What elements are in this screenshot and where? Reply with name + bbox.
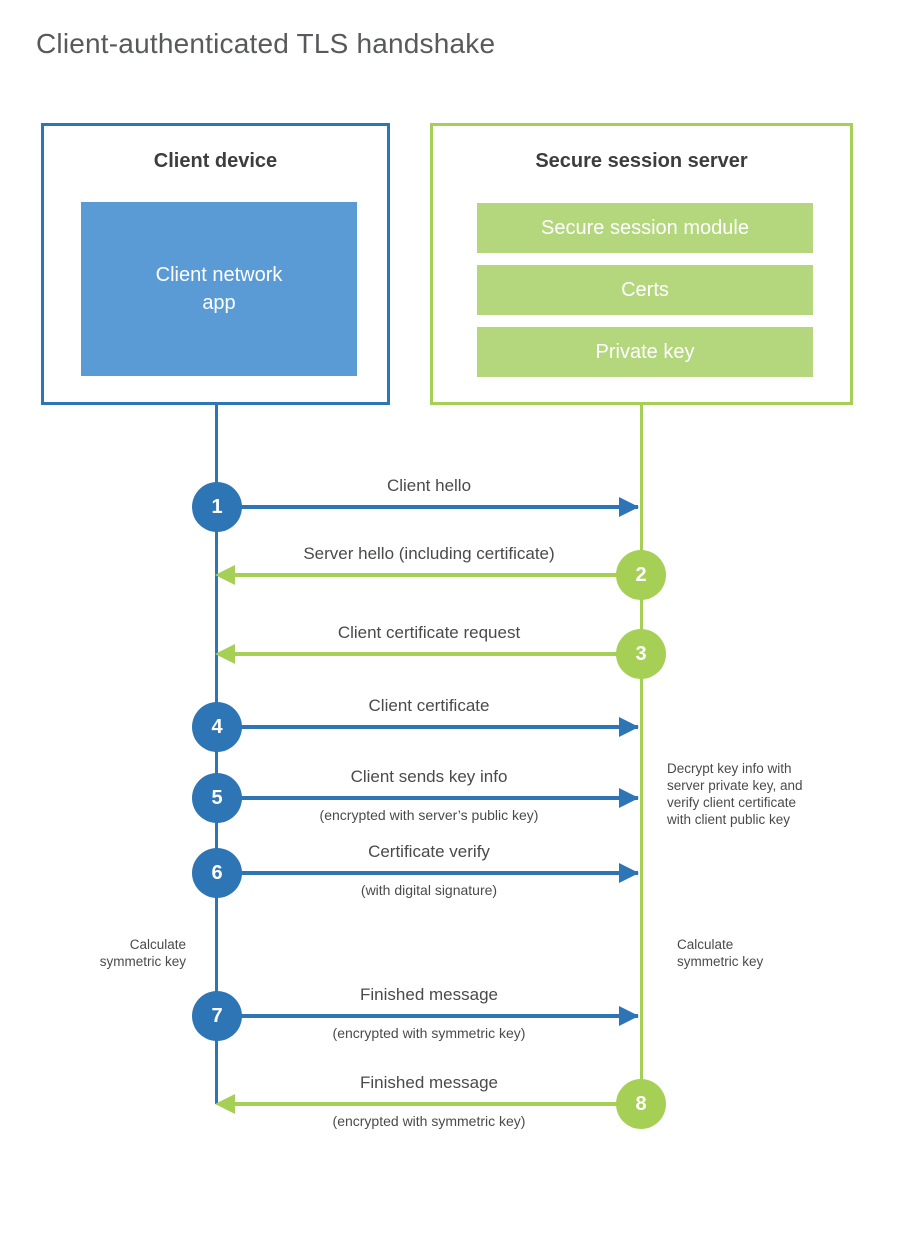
arrow-line xyxy=(220,573,641,577)
step-circle xyxy=(192,773,242,823)
arrowhead-left-icon xyxy=(215,1094,235,1114)
note-line: server private key, and xyxy=(667,778,803,793)
step-circle xyxy=(192,991,242,1041)
step-number: 3 xyxy=(635,642,647,665)
app-label-line: Client network xyxy=(155,264,283,286)
note-line: Calculate xyxy=(677,937,734,952)
message-label: Client sends key info xyxy=(350,767,508,786)
step-circle xyxy=(616,629,666,679)
arrowhead-right-icon xyxy=(619,497,639,517)
step-number: 8 xyxy=(635,1092,647,1115)
message-sublabel: (encrypted with symmetric key) xyxy=(332,1113,526,1129)
arrow-line xyxy=(217,796,638,800)
client-network-app-rect xyxy=(81,202,357,376)
message-label: Client certificate xyxy=(368,696,490,715)
server-module-bar: Private key xyxy=(477,327,813,377)
arrow-line xyxy=(220,1102,641,1106)
server-module-bar: Secure session module xyxy=(477,203,813,253)
arrowhead-right-icon xyxy=(619,717,639,737)
note-line: Calculate xyxy=(129,937,186,952)
calc-symmetric-left-note xyxy=(60,936,186,970)
server-module-bar: Certs xyxy=(477,265,813,315)
step-circle xyxy=(192,702,242,752)
arrowhead-left-icon xyxy=(215,644,235,664)
decrypt-note xyxy=(667,760,832,828)
step-circle xyxy=(192,482,242,532)
arrowhead-right-icon xyxy=(619,1006,639,1026)
note-line: symmetric key xyxy=(677,954,764,969)
arrow-line xyxy=(220,652,641,656)
step-number: 7 xyxy=(211,1004,223,1027)
note-line: with client public key xyxy=(667,812,791,827)
message-sublabel: (encrypted with symmetric key) xyxy=(332,1025,526,1041)
message-label: Client certificate request xyxy=(337,623,521,642)
server-box xyxy=(430,123,853,405)
arrowhead-left-icon xyxy=(215,565,235,585)
step-circle xyxy=(616,550,666,600)
arrow-line xyxy=(217,725,638,729)
message-label: Certificate verify xyxy=(368,842,490,861)
arrow-line xyxy=(217,871,638,875)
step-number: 5 xyxy=(211,786,223,809)
message-label: Client hello xyxy=(386,476,472,495)
step-number: 2 xyxy=(635,563,647,586)
arrow-line xyxy=(217,505,638,509)
client-device-box xyxy=(41,123,390,405)
step-number: 6 xyxy=(211,861,223,884)
app-label-line: app xyxy=(202,292,236,314)
note-line: symmetric key xyxy=(99,954,186,969)
arrow-line xyxy=(217,1014,638,1018)
step-circle xyxy=(192,848,242,898)
step-circle xyxy=(616,1079,666,1129)
page-title: Client-authenticated TLS handshake xyxy=(36,28,496,59)
step-number: 1 xyxy=(211,495,223,518)
message-label: Finished message xyxy=(360,985,498,1004)
message-label: Finished message xyxy=(360,1073,498,1092)
message-sublabel: (with digital signature) xyxy=(360,882,498,898)
message-sublabel: (encrypted with server’s public key) xyxy=(319,807,539,823)
note-line: verify client certificate xyxy=(667,795,797,810)
note-line: Decrypt key info with xyxy=(667,761,792,776)
calc-symmetric-right-note xyxy=(677,936,807,970)
server-title: Secure session server xyxy=(535,150,748,172)
step-number: 4 xyxy=(211,715,223,738)
arrowhead-right-icon xyxy=(619,788,639,808)
arrowhead-right-icon xyxy=(619,863,639,883)
client-device-title: Client device xyxy=(153,150,278,172)
message-label: Server hello (including certificate) xyxy=(303,544,555,563)
